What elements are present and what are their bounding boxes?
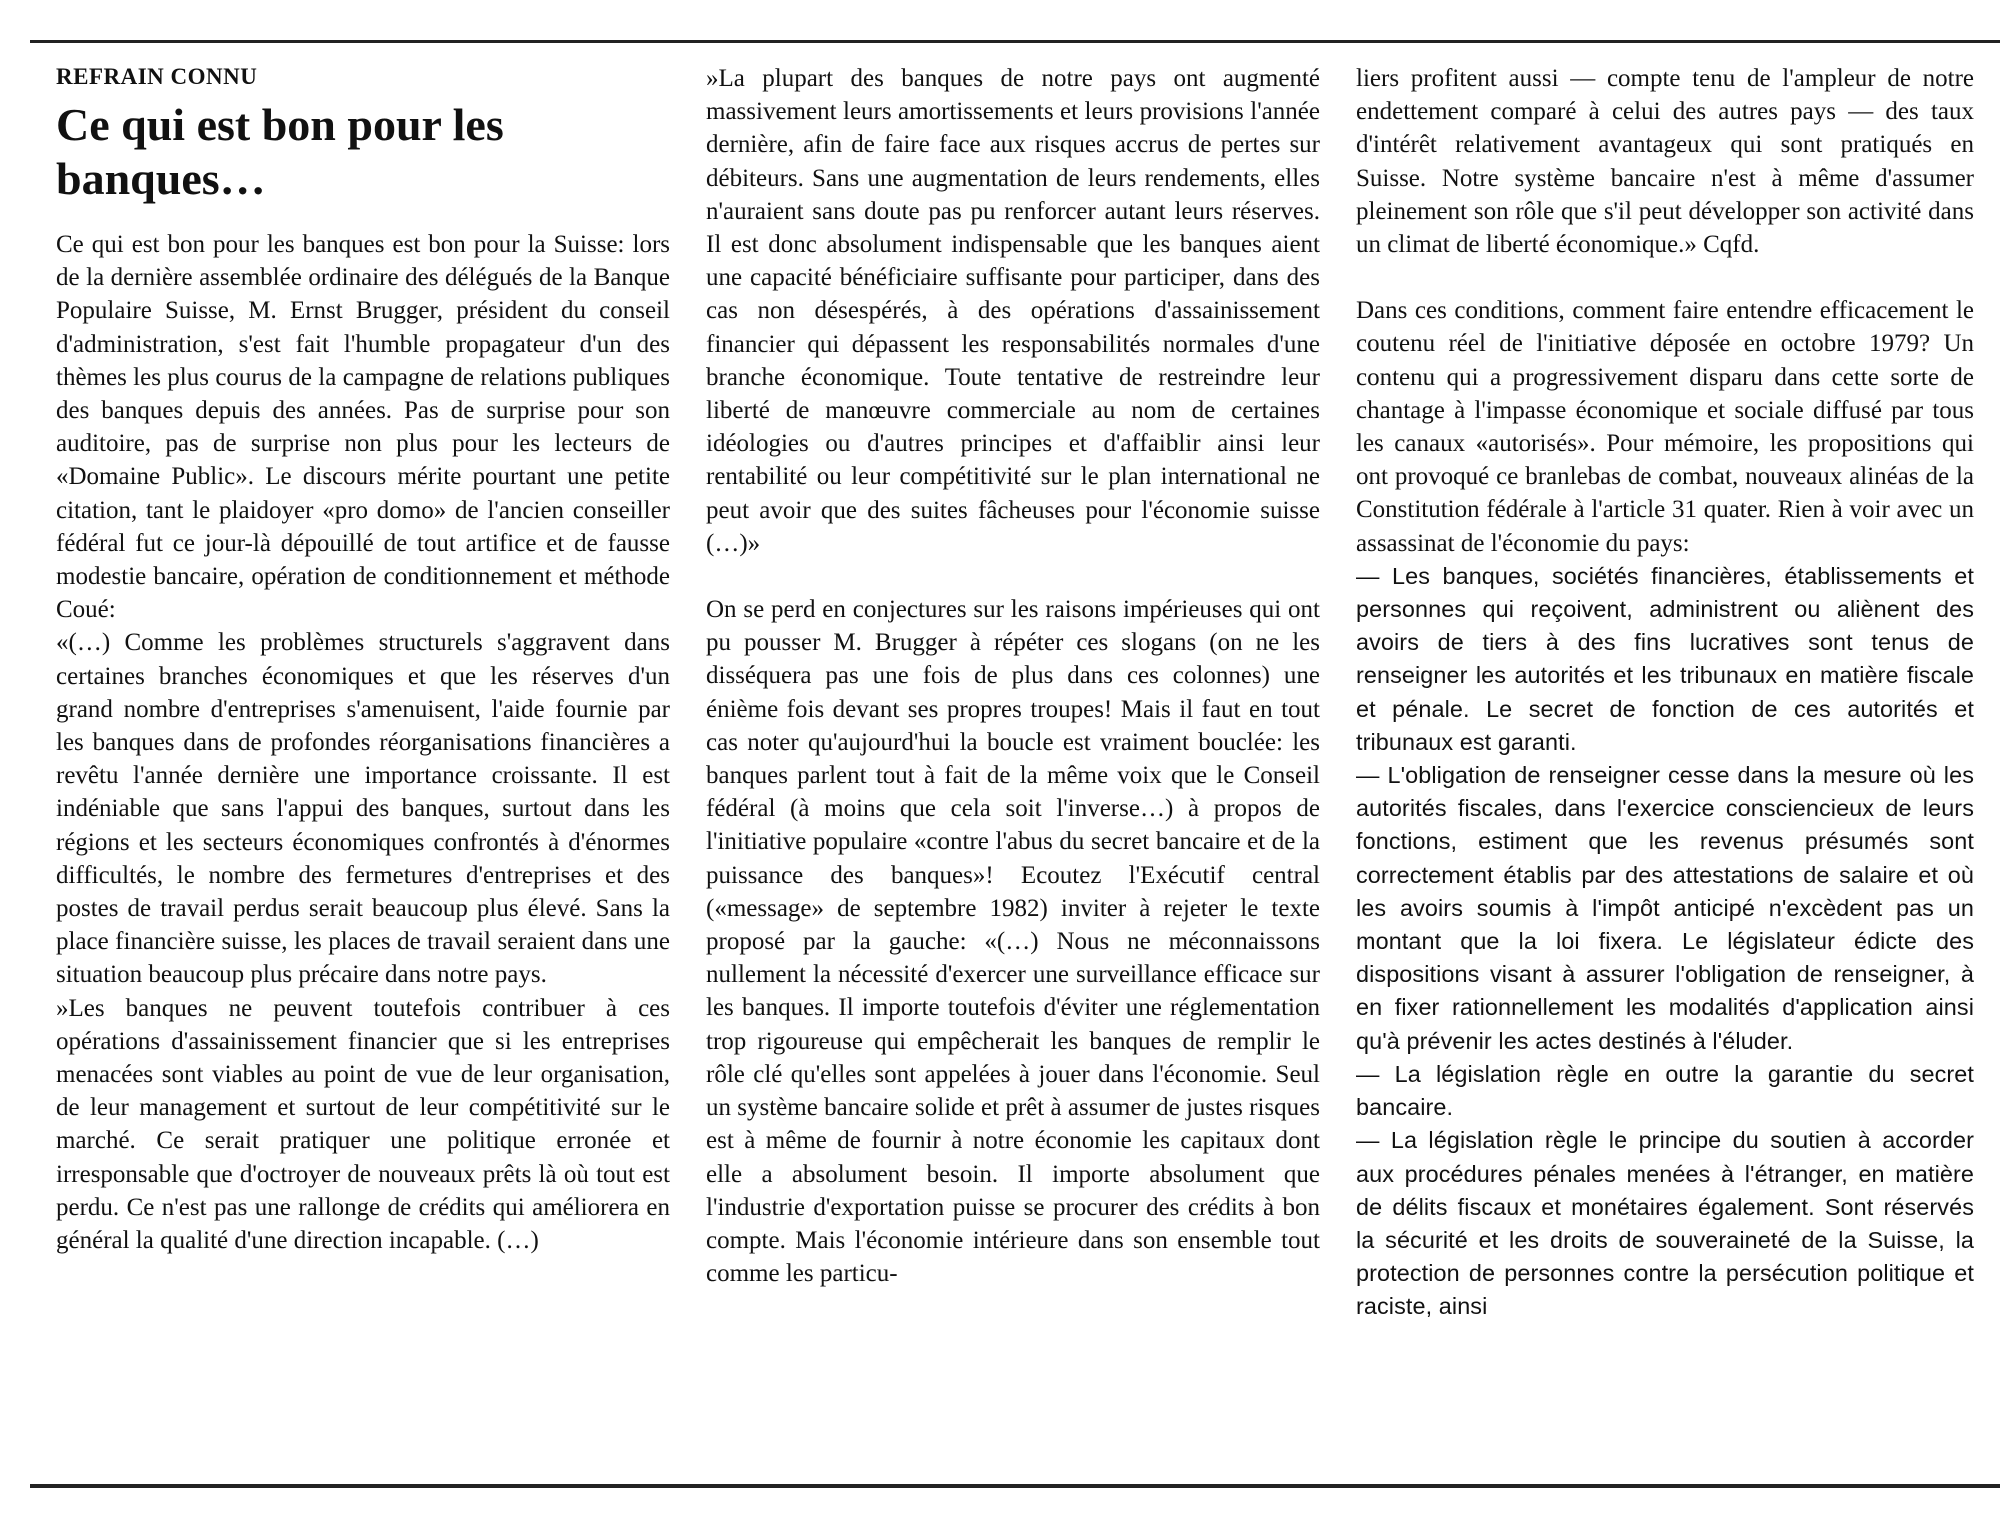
- initiative-clause: — L'obligation de renseigner cesse dans la mesure où les autorités fiscales, dans l'exercice consciencieux de leurs fonctions, estiment que les revenus présumés sont correctement établis par des attestations de salaire et où les avoirs soumis à l'impôt anticipé n'excèdent pas un montant que la loi fixera. Le législateur édicte des dispositions visant à assurer l'obligation de renseigner, à en fixer rationnellement les modalités d'application ainsi qu'à prévenir les actes destinés à l'éluder.: [1356, 762, 1974, 1054]
- paragraph: Ce qui est bon pour les banques est bon pour la Suisse: lors de la dernière assemblée ordinaire des délégués de la Banque Populaire Suisse, M. Ernst Brugger, président du conseil d'administration, s'est fait l'humble propagateur d'un des thèmes les plus courus de la campagne de relations publiques des banques depuis des années. Pas de surprise pour son auditoire, pas de surprise non plus pour les lecteurs de «Domaine Public». Le discours mérite pourtant une petite citation, tant le plaidoyer «pro domo» de l'ancien conseiller fédéral fut ce jour-là dépouillé de tout artifice et de fausse modestie bancaire, opération de conditionnement et méthode Coué:: [56, 231, 670, 624]
- article-title: Ce qui est bon pour les banques…: [56, 99, 504, 204]
- initiative-clause: — Les banques, sociétés financières, établissements et personnes qui reçoivent, administrent ou aliènent des avoirs de tiers à des fins lucratives sont tenus de renseigner les autorités et les tribunaux en matière fiscale et pénale. Le secret de fonction de ces autorités et tribunaux est garanti.: [1356, 562, 1974, 755]
- column-3: [1356, 62, 1974, 1472]
- quote-paragraph: »Les banques ne peuvent toutefois contribuer à ces opérations d'assainissement financier que si les entreprises menacées sont viables au point de vue de leur organisation, de leur management et surtout de leur compétitivité sur le marché. Ce serait pratiquer une politique erronée et irresponsable que d'octroyer de nouveaux prêts là où tout est perdu. Ce n'est pas une rallonge de crédits qui améliorera en général la qualité d'une direction incapable. (…): [56, 994, 670, 1255]
- bottom-rule: [30, 1484, 2000, 1488]
- quote-paragraph: «(…) Comme les problèmes structurels s'aggravent dans certaines branches économiques et que les réserves d'un grand nombre d'entreprises s'amenuisent, l'aide fournie par les banques dans de profondes réorganisations financières a revêtu l'année dernière une importance croissante. Il est indéniable que sans l'appui des banques, surtout dans les régions et les secteurs économiques confrontés à d'énormes difficultés, le nombre des fermetures d'entreprises et des postes de travail perdus serait beaucoup plus élevé. Sans la place financière suisse, les places de travail seraient dans une situation beaucoup plus précaire dans notre pays.: [56, 629, 670, 989]
- top-rule: [30, 40, 2000, 43]
- initiative-clause: — La législation règle le principe du soutien à accorder aux procédures pénales menées à l'étranger, en matière de délits fiscaux et monétaires également. Sont réservés la sécurité et les droits de souveraineté de la Suisse, la protection de personnes contre la persécution politique et raciste, ainsi: [1356, 1127, 1974, 1320]
- column-2: [706, 62, 1320, 1472]
- initiative-clause: — La législation règle en outre la garantie du secret bancaire.: [1356, 1060, 1974, 1121]
- paragraph: On se perd en conjectures sur les raisons impérieuses qui ont pu pousser M. Brugger à répéter ces slogans (on ne les disséquera pas une fois de plus dans ces colonnes) une énième fois devant ses propres troupes! Mais il faut en tout cas noter qu'aujourd'hui la boucle est vraiment bouclée: les banques parlent tout à fait de la même voix que le Conseil fédéral (à moins que cela soit l'inverse…) à propos de l'initiative populaire «contre l'abus du secret bancaire et de la puissance des banques»! Ecoutez l'Exécutif central («message» de septembre 1982) inviter à rejeter le texte proposé par la gauche: «(…) Nous ne méconnaissons nullement la nécessité d'exercer une surveillance efficace sur les banques. Il importe toutefois d'éviter une réglementation trop rigoureuse qui empêcherait les banques de remplir le rôle clé qu'elles sont appelées à jouer dans l'économie. Seul un système bancaire solide et prêt à assumer de justes risques est à même de fournir à notre économie les capitaux dont elle a absolument besoin. Il importe absolument que l'industrie d'exportation puisse se procurer des crédits à bon compte. Mais l'économie intérieure dans son ensemble tout comme les particu-: [706, 596, 1320, 1288]
- quote-paragraph: »La plupart des banques de notre pays ont augmenté massivement leurs amortissements et leurs provisions l'année dernière, afin de faire face aux risques accrus de pertes sur débiteurs. Sans une augmentation de leurs rendements, elles n'auraient sans doute pas pu renforcer autant leurs réserves. Il est donc absolument indispensable que les banques aient une capacité bénéficiaire suffisante pour participer, dans des cas non désespérés, à des opérations d'assainissement financier qui dépassent les responsabilités normales d'une branche économique. Toute tentative de restreindre leur liberté de manœuvre commerciale au nom de certaines idéologies ou d'autres principes et d'affaiblir ainsi leur rentabilité ou leur compétitivité sur le plan international ne peut avoir que des suites fâcheuses pour l'économie suisse (…)»: [706, 65, 1320, 557]
- kicker: REFRAIN CONNU: [56, 64, 258, 89]
- paragraph: Dans ces conditions, comment faire entendre efficacement le coutenu réel de l'initiative déposée en octobre 1979? Un contenu qui a progressivement disparu dans cette sorte de chantage à l'impasse économique et sociale diffusé par tous les canaux «autorisés». Pour mémoire, les propositions qui ont provoqué ce branlebas de combat, nouveaux alinéas de la Constitution fédérale à l'article 31 quater. Rien à voir avec un assassinat de l'économie du pays:: [1356, 297, 1974, 557]
- paragraph: liers profitent aussi — compte tenu de l'ampleur de notre endettement comparé à celui des autres pays — des taux d'intérêt relativement avantageux qui sont pratiqués en Suisse. Notre système bancaire n'est à même d'assumer pleinement son rôle que s'il peut développer son activité dans un climat de liberté économique.» Cqfd.: [1356, 65, 1974, 259]
- column-1: [56, 62, 670, 1472]
